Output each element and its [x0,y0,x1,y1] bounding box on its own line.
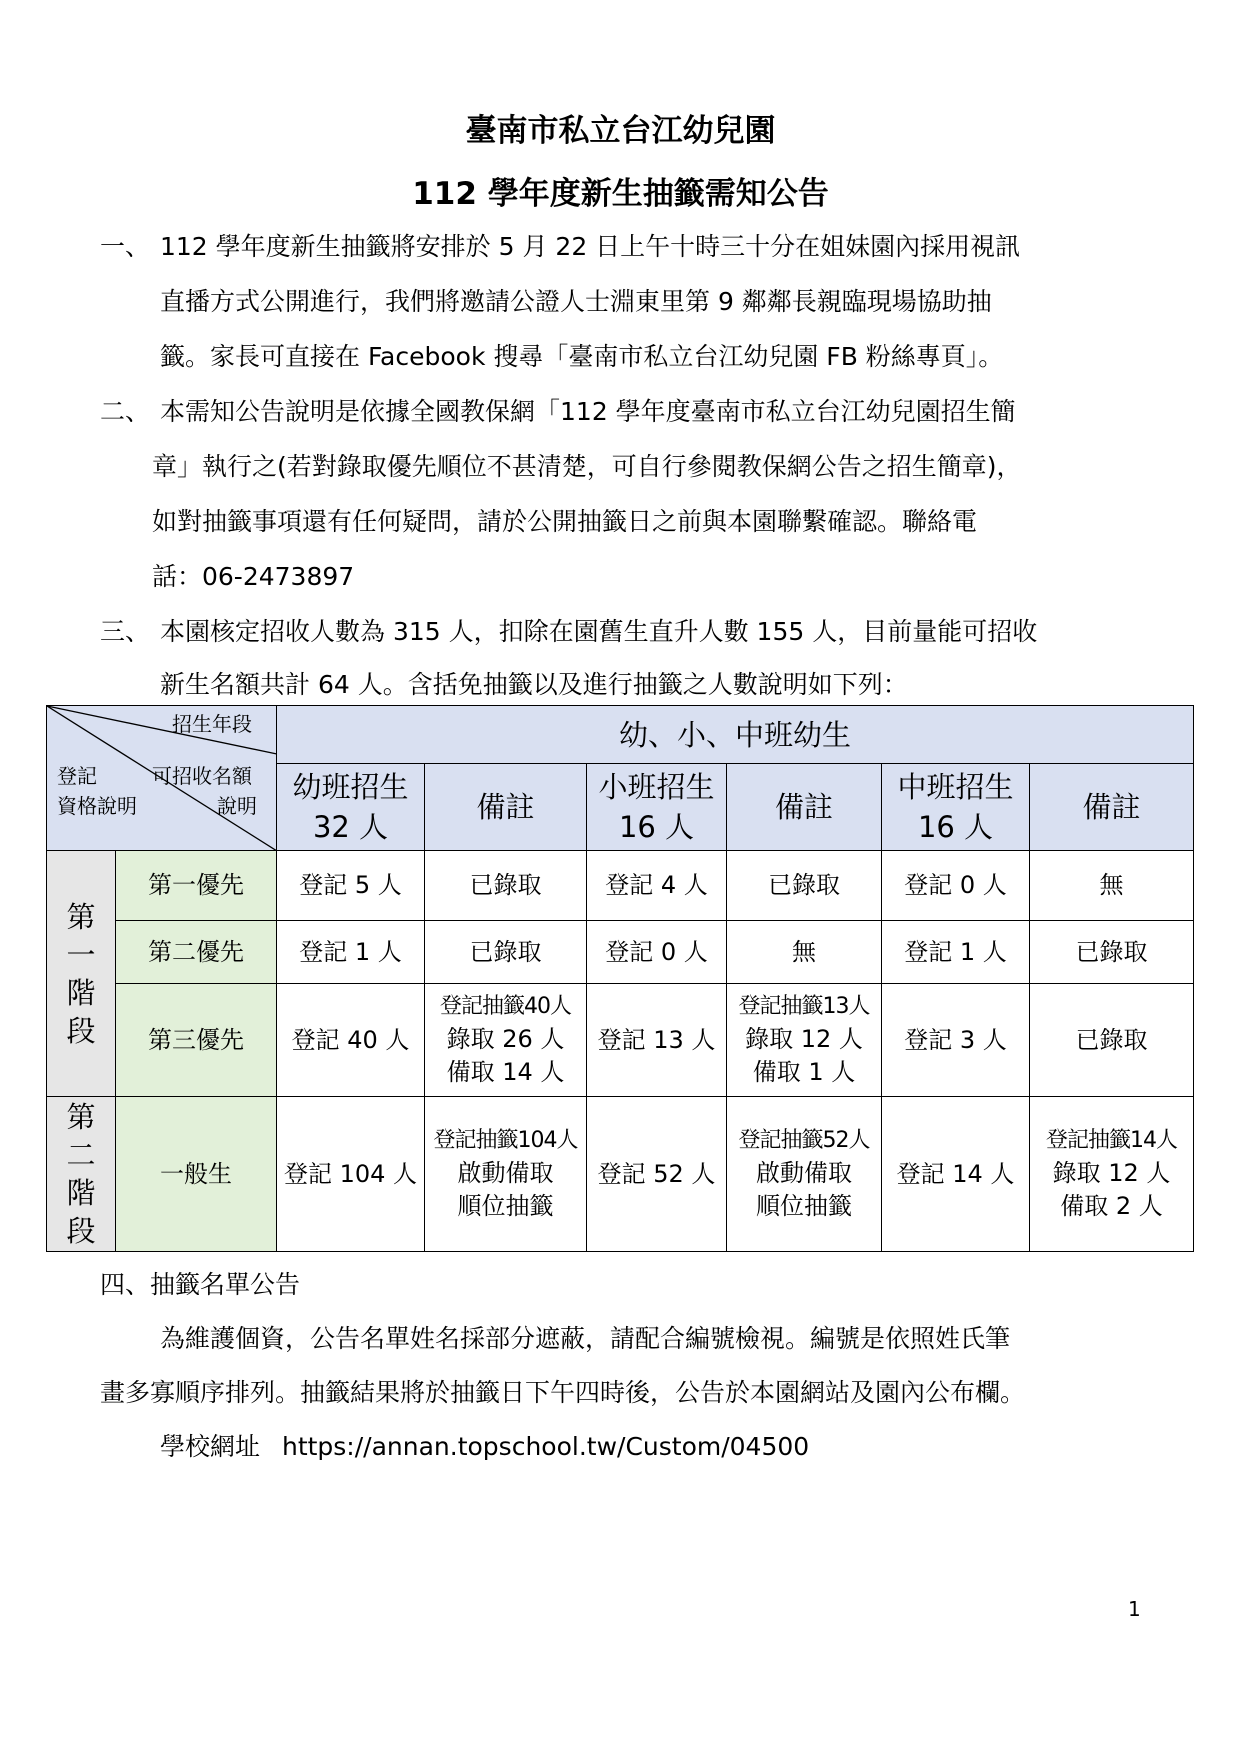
section-2-line-4: 話：06-2473897 [152,562,355,591]
table-cell: 已錄取 [425,851,587,921]
table-cell: 登記 1 人 [882,921,1030,984]
section-1-number: 一、 [100,232,151,261]
school-url-link[interactable]: https://annan.topschool.tw/Custom/04500 [281,1432,810,1461]
table-cell: 登記 14 人 [882,1097,1030,1252]
table-corner-cell [47,706,277,851]
col-header-note-2: 備註 [727,764,882,851]
table-cell: 登記 0 人 [882,851,1030,921]
row-label: 一般生 [116,1097,277,1252]
section-3-line-1: 本園核定招收人數為 315 人，扣除在園舊生直升人數 155 人，目前量能可招收 [160,617,1038,646]
section-3-number: 三、 [100,617,151,646]
table-cell: 登記 4 人 [587,851,727,921]
school-url-label: 學校網址 [160,1432,261,1461]
table-cell: 登記 3 人 [882,984,1030,1097]
section-4-line-1: 為維護個資，公告名單姓名採部分遮蔽，請配合編號檢視。編號是依照姓氏筆 [160,1324,1011,1353]
corner-label-qualification: 資格說明 [57,794,137,818]
table-cell: 登記 40 人 [277,984,425,1097]
table-cell: 登記 0 人 [587,921,727,984]
section-4-line-2: 畫多寡順序排列。抽籤結果將於抽籤日下午四時後，公告於本園網站及園內公布欄。 [100,1378,1026,1407]
row-label: 第一優先 [116,851,277,921]
section-4-heading: 四、抽籤名單公告 [100,1270,301,1299]
table-cell: 登記 52 人 [587,1097,727,1252]
col-header-note-1: 備註 [425,764,587,851]
col-header-small: 小班招生 16 人 [587,764,727,851]
section-1-line-2: 直播方式公開進行，我們將邀請公證人士淵東里第 9 鄰鄰長親臨現場協助抽 [160,287,992,316]
col-header-middle: 中班招生 16 人 [882,764,1030,851]
table-cell: 登記抽籤52人 啟動備取 順位抽籤 [727,1097,882,1252]
section-2-line-2: 章」執行之(若對錄取優先順位不甚清楚，可自行參閱教保網公告之招生簡章)， [152,452,1022,481]
table-cell: 登記 13 人 [587,984,727,1097]
section-2-line-3: 如對抽籤事項還有任何疑問，請於公開抽籤日之前與本園聯繫確認。聯絡電 [152,507,978,536]
row-label: 第三優先 [116,984,277,1097]
page-number: 1 [1128,1597,1141,1621]
section-2-line-1: 本需知公告說明是依據全國教保網「112 學年度臺南市私立台江幼兒園招生簡 [160,397,1016,426]
table-cell: 無 [1030,851,1194,921]
table-cell: 已錄取 [1030,921,1194,984]
corner-label-quota: 可招收名額 [152,764,252,788]
table-cell: 登記 1 人 [277,921,425,984]
table-row [47,984,1194,1097]
col-header-note-3: 備註 [1030,764,1194,851]
table-cell: 登記 104 人 [277,1097,425,1252]
table-cell: 已錄取 [727,851,882,921]
table-cell: 已錄取 [1030,984,1194,1097]
section-3-line-2: 新生名額共計 64 人。含括免抽籤以及進行抽籤之人數說明如下列： [160,670,908,699]
corner-label-desc: 說明 [217,794,257,818]
allocation-table [46,705,1194,1252]
table-cell: 登記抽籤13人 錄取 12 人 備取 1 人 [727,984,882,1097]
table-cell: 無 [727,921,882,984]
section-1-line-1: 112 學年度新生抽籤將安排於 5 月 22 日上午十時三十分在姐妹園內採用視訊 [160,232,1021,261]
table-cell: 登記 5 人 [277,851,425,921]
page-title: 臺南市私立台江幼兒園 [465,113,776,149]
table-cell: 登記抽籤14人 錄取 12 人 備取 2 人 [1030,1097,1194,1252]
page-subtitle: 112 學年度新生抽籤需知公告 [412,176,829,212]
stage-2-label: 第二階段 [47,1097,116,1252]
table-row [47,851,1194,921]
corner-label-grade: 招生年段 [172,712,252,736]
table-row [47,921,1194,984]
row-label: 第二優先 [116,921,277,984]
corner-label-register: 登記 [57,764,97,788]
table-cell: 登記抽籤40人 錄取 26 人 備取 14 人 [425,984,587,1097]
school-url-row [160,1430,809,1464]
section-2-number: 二、 [100,397,151,426]
section-1-line-3: 籤。家長可直接在 Facebook 搜尋「臺南市私立台江幼兒園 FB 粉絲專頁」。 [160,342,1004,371]
group-header: 幼、小、中班幼生 [277,706,1194,764]
table-cell: 登記抽籤104人 啟動備取 順位抽籤 [425,1097,587,1252]
col-header-infant: 幼班招生 32 人 [277,764,425,851]
table-cell: 已錄取 [425,921,587,984]
stage-1-label: 第一階段 [47,851,116,1097]
table-row [47,1097,1194,1252]
